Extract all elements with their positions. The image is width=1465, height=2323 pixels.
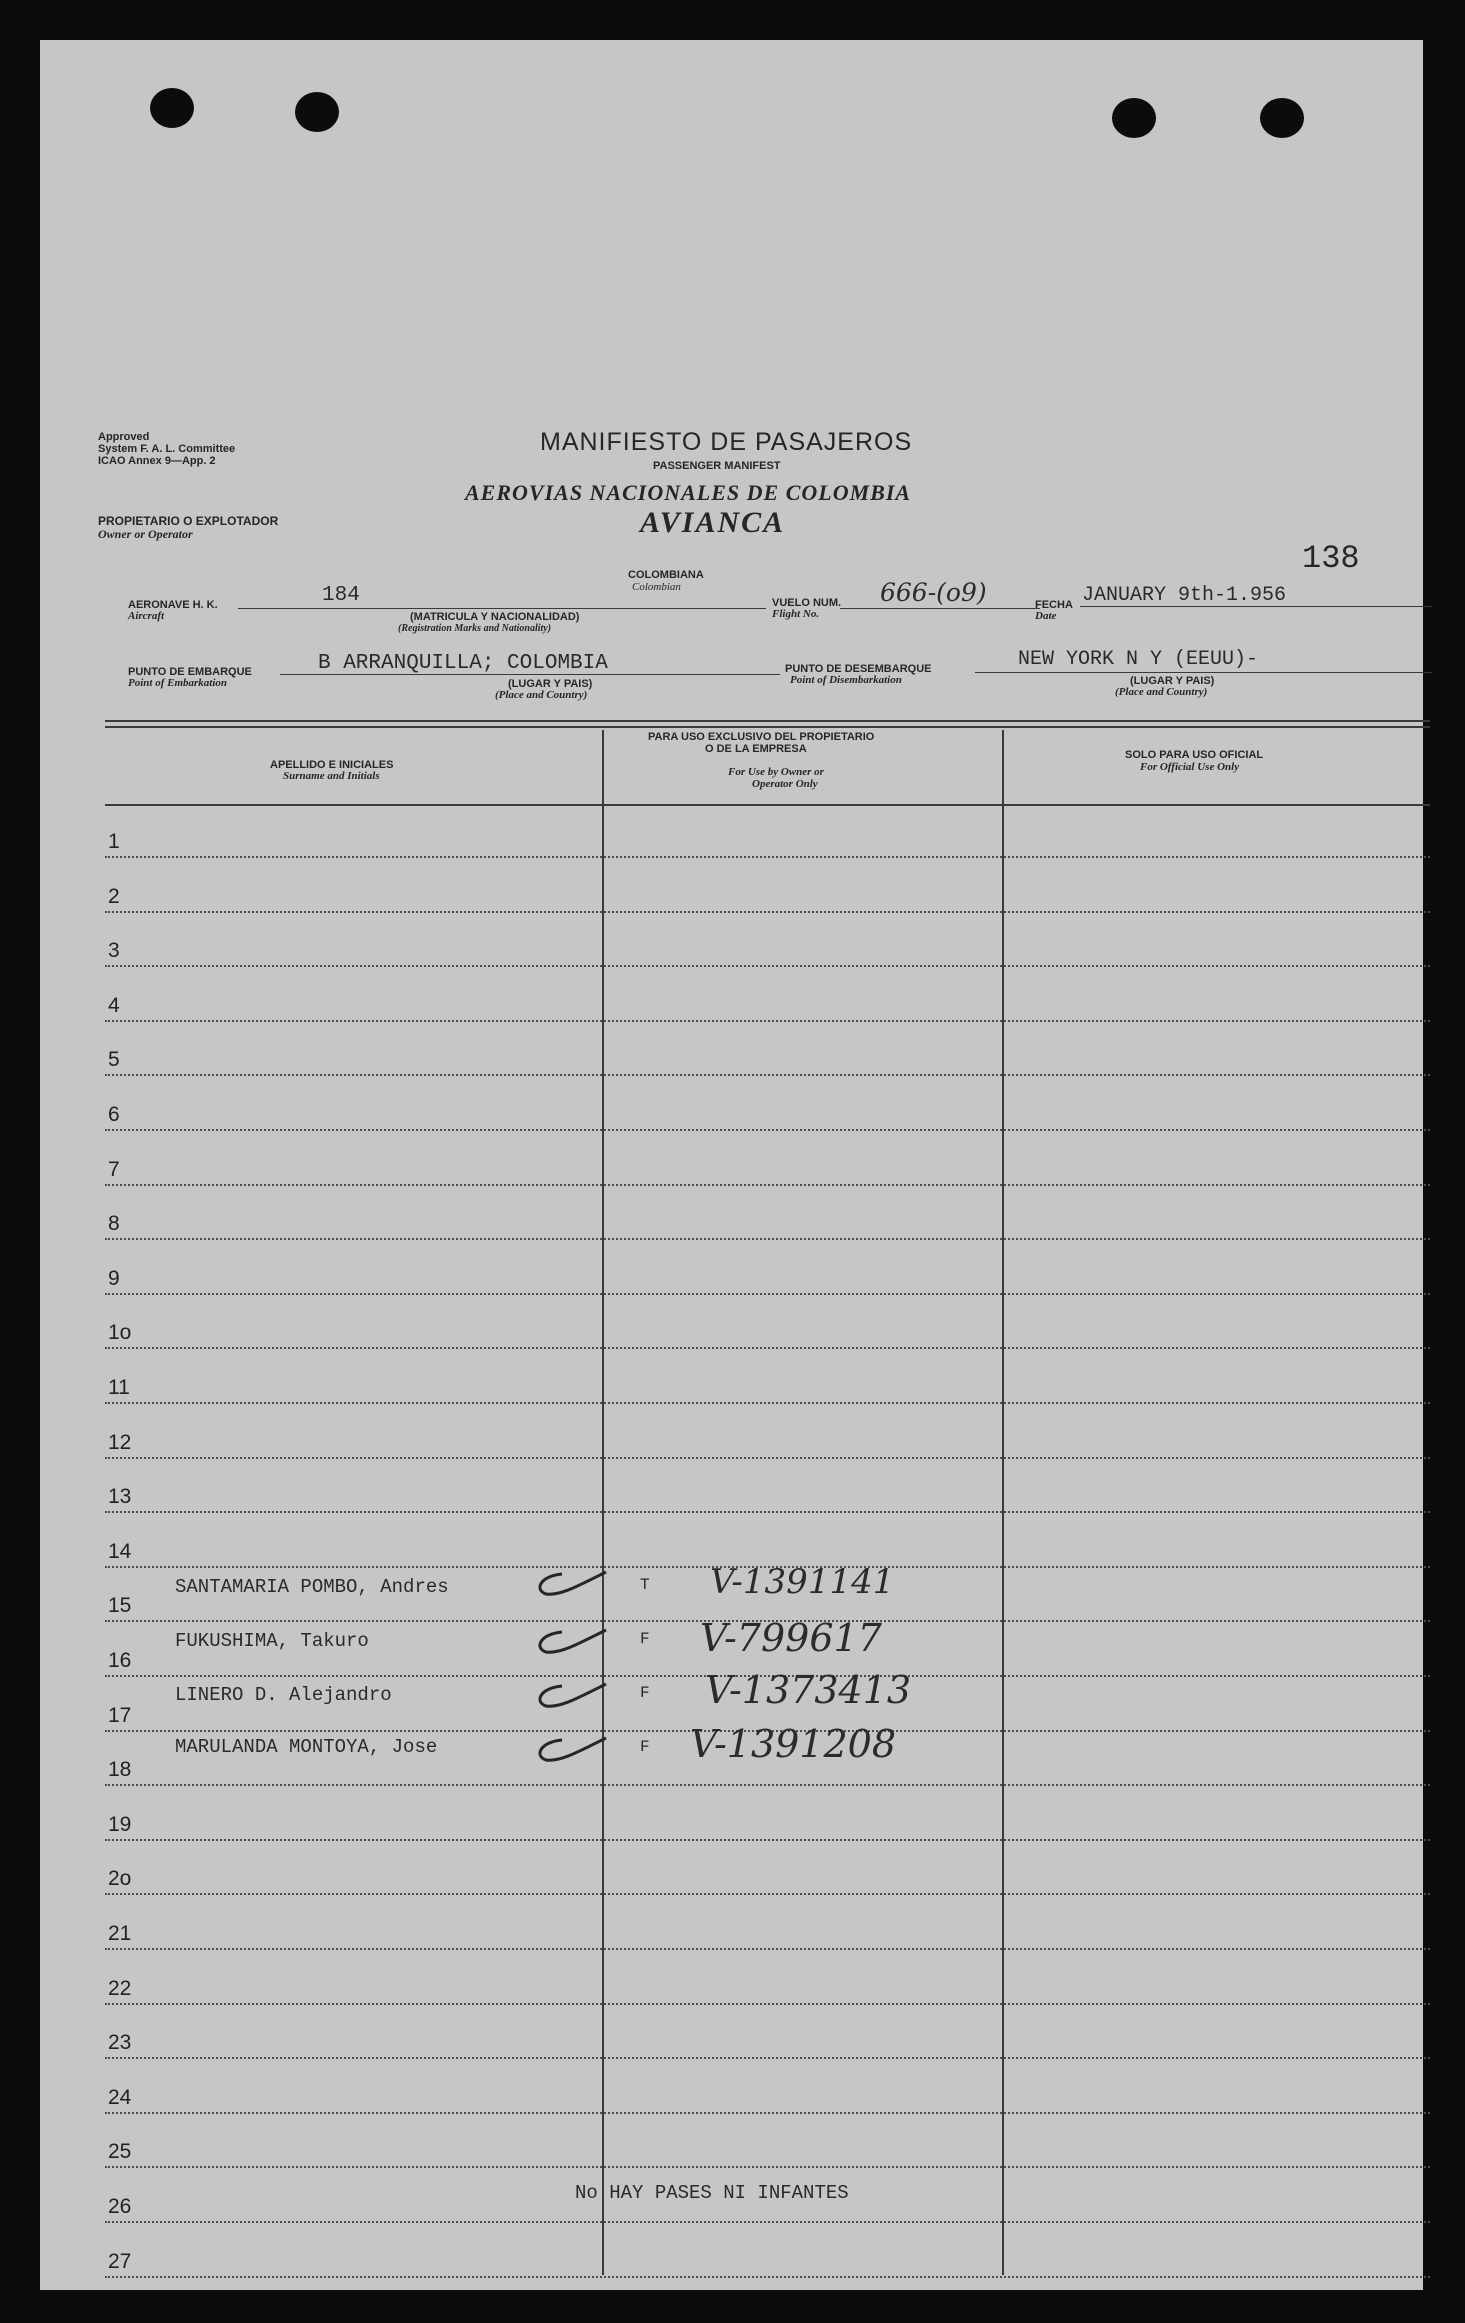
flight-value: 666-(o9) <box>880 578 987 607</box>
disembarkation-label-en: Point of Disembarkation <box>790 674 902 686</box>
row-number: 14 <box>108 1540 132 1563</box>
row-rule <box>105 911 1430 913</box>
row-rule <box>105 1347 1430 1349</box>
row-number: 3 <box>108 939 120 962</box>
registration-label: (MATRICULA Y NACIONALIDAD) <box>410 611 580 623</box>
row-number: 26 <box>108 2195 132 2218</box>
row-rule <box>105 1293 1430 1295</box>
punch-hole <box>1260 98 1304 138</box>
operator-label: PROPIETARIO O EXPLOTADOR <box>98 514 279 528</box>
punch-hole <box>150 88 194 128</box>
row-rule <box>105 1184 1430 1186</box>
passenger-name: LINERO D. Alejandro <box>175 1684 392 1706</box>
embarkation-label: PUNTO DE EMBARQUE <box>128 666 252 678</box>
row-number: 25 <box>108 2140 132 2163</box>
row-rule <box>105 2057 1430 2059</box>
column-header-owner-en: Operator Only <box>752 778 818 790</box>
sheet-number: 138 <box>1302 540 1360 577</box>
column-header-name-en: Surname and Initials <box>283 770 380 782</box>
row-number: 22 <box>108 1977 132 2000</box>
row-rule <box>105 2166 1430 2168</box>
embarkation-label-en: Point of Embarkation <box>128 677 228 689</box>
row-number: 19 <box>108 1813 132 1836</box>
column-header-official-en: For Official Use Only <box>1140 761 1240 773</box>
passenger-name: SANTAMARIA POMBO, Andres <box>175 1576 449 1598</box>
column-header-official: SOLO PARA USO OFICIAL <box>1125 749 1264 761</box>
row-rule <box>105 1457 1430 1459</box>
date-label: FECHA <box>1035 599 1073 611</box>
flight-label-en: Flight No. <box>772 608 820 620</box>
row-rule <box>105 1074 1430 1076</box>
document-title-en: PASSENGER MANIFEST <box>653 460 781 472</box>
operator-label-en: Owner or Operator <box>98 527 193 541</box>
passenger-visa: V-1391141 <box>710 1562 895 1602</box>
row-number: 18 <box>108 1758 132 1781</box>
check-mark-icon <box>530 1626 610 1660</box>
row-rule <box>105 1020 1430 1022</box>
row-number: 23 <box>108 2031 132 2054</box>
passenger-class: F <box>640 1630 650 1648</box>
column-header-owner: PARA USO EXCLUSIVO DEL PROPIETARIO <box>648 731 875 743</box>
company-name: AEROVIAS NACIONALES DE COLOMBIA <box>465 480 912 505</box>
punch-hole <box>295 92 339 132</box>
row-number: 1o <box>108 1321 132 1344</box>
row-rule <box>105 1784 1430 1786</box>
passenger-visa: V-1373413 <box>705 1668 912 1712</box>
approval-line: System F. A. L. Committee <box>98 443 236 455</box>
row-number: 4 <box>108 994 120 1017</box>
row-rule <box>105 1948 1430 1950</box>
row-number: 7 <box>108 1158 120 1181</box>
embarkation-sublabel: (LUGAR Y PAIS) <box>508 678 593 690</box>
aircraft-label-en: Aircraft <box>128 610 165 622</box>
row-rule <box>105 1839 1430 1841</box>
approval-line: ICAO Annex 9—App. 2 <box>98 455 216 467</box>
row-rule <box>105 1129 1430 1131</box>
row-rule <box>105 2003 1430 2005</box>
row-number: 2o <box>108 1867 132 1890</box>
passenger-class: F <box>640 1738 650 1756</box>
passenger-name: MARULANDA MONTOYA, Jose <box>175 1736 438 1758</box>
approval-line: Approved <box>98 431 150 443</box>
row-rule <box>105 2276 1430 2278</box>
embarkation-value: B ARRANQUILLA; COLOMBIA <box>318 652 608 675</box>
manifest-sheet <box>40 40 1423 2290</box>
column-header-owner: O DE LA EMPRESA <box>705 743 807 755</box>
row-rule <box>105 1511 1430 1513</box>
document-title: MANIFIESTO DE PASAJEROS <box>540 428 913 456</box>
passenger-class: F <box>640 1684 650 1702</box>
row-rule <box>105 965 1430 967</box>
flight-label: VUELO NUM. <box>772 597 842 609</box>
row-number: 21 <box>108 1922 132 1945</box>
row-number: 27 <box>108 2250 132 2273</box>
column-header-owner-en: For Use by Owner or <box>728 766 824 778</box>
row-number: 8 <box>108 1212 120 1235</box>
disembarkation-sublabel: (LUGAR Y PAIS) <box>1130 675 1215 687</box>
row-rule <box>105 1238 1430 1240</box>
disembarkation-sublabel-en: (Place and Country) <box>1115 686 1208 698</box>
row-number: 15 <box>108 1594 132 1617</box>
row-number: 17 <box>108 1704 132 1727</box>
row-rule <box>105 1893 1430 1895</box>
disembarkation-label: PUNTO DE DESEMBARQUE <box>785 663 932 675</box>
embarkation-sublabel-en: (Place and Country) <box>495 689 588 701</box>
column-header-name: APELLIDO E INICIALES <box>270 759 394 771</box>
row-number: 13 <box>108 1485 132 1508</box>
manifest-note: No HAY PASES NI INFANTES <box>575 2182 849 2204</box>
check-mark-icon <box>530 1568 610 1602</box>
passenger-visa: V-799617 <box>700 1616 882 1660</box>
row-number: 1 <box>108 830 120 853</box>
aircraft-value: 184 <box>322 584 360 607</box>
row-number: 2 <box>108 885 120 908</box>
row-number: 24 <box>108 2086 132 2109</box>
nationality-label-en: Colombian <box>632 581 681 593</box>
aircraft-label: AERONAVE H. K. <box>128 599 218 611</box>
row-number: 12 <box>108 1431 132 1454</box>
row-rule <box>105 1402 1430 1404</box>
check-mark-icon <box>530 1680 610 1714</box>
passenger-name: FUKUSHIMA, Takuro <box>175 1630 369 1652</box>
check-mark-icon <box>530 1734 610 1768</box>
row-number: 9 <box>108 1267 120 1290</box>
row-number: 16 <box>108 1649 132 1672</box>
date-value: JANUARY 9th-1.956 <box>1082 584 1287 607</box>
registration-label-en: (Registration Marks and Nationality) <box>398 623 552 634</box>
nationality-label: COLOMBIANA <box>628 569 704 581</box>
row-rule <box>105 856 1430 858</box>
passenger-visa: V-1391208 <box>690 1722 897 1766</box>
row-number: 5 <box>108 1048 120 1071</box>
punch-hole <box>1112 98 1156 138</box>
company-short-name: AVIANCA <box>640 506 786 539</box>
disembarkation-value: NEW YORK N Y (EEUU)- <box>1018 648 1259 671</box>
date-label-en: Date <box>1035 610 1057 622</box>
row-number: 11 <box>108 1376 130 1399</box>
row-number: 6 <box>108 1103 120 1126</box>
passenger-class: T <box>640 1576 650 1594</box>
row-rule <box>105 2112 1430 2114</box>
row-rule <box>105 2221 1430 2223</box>
